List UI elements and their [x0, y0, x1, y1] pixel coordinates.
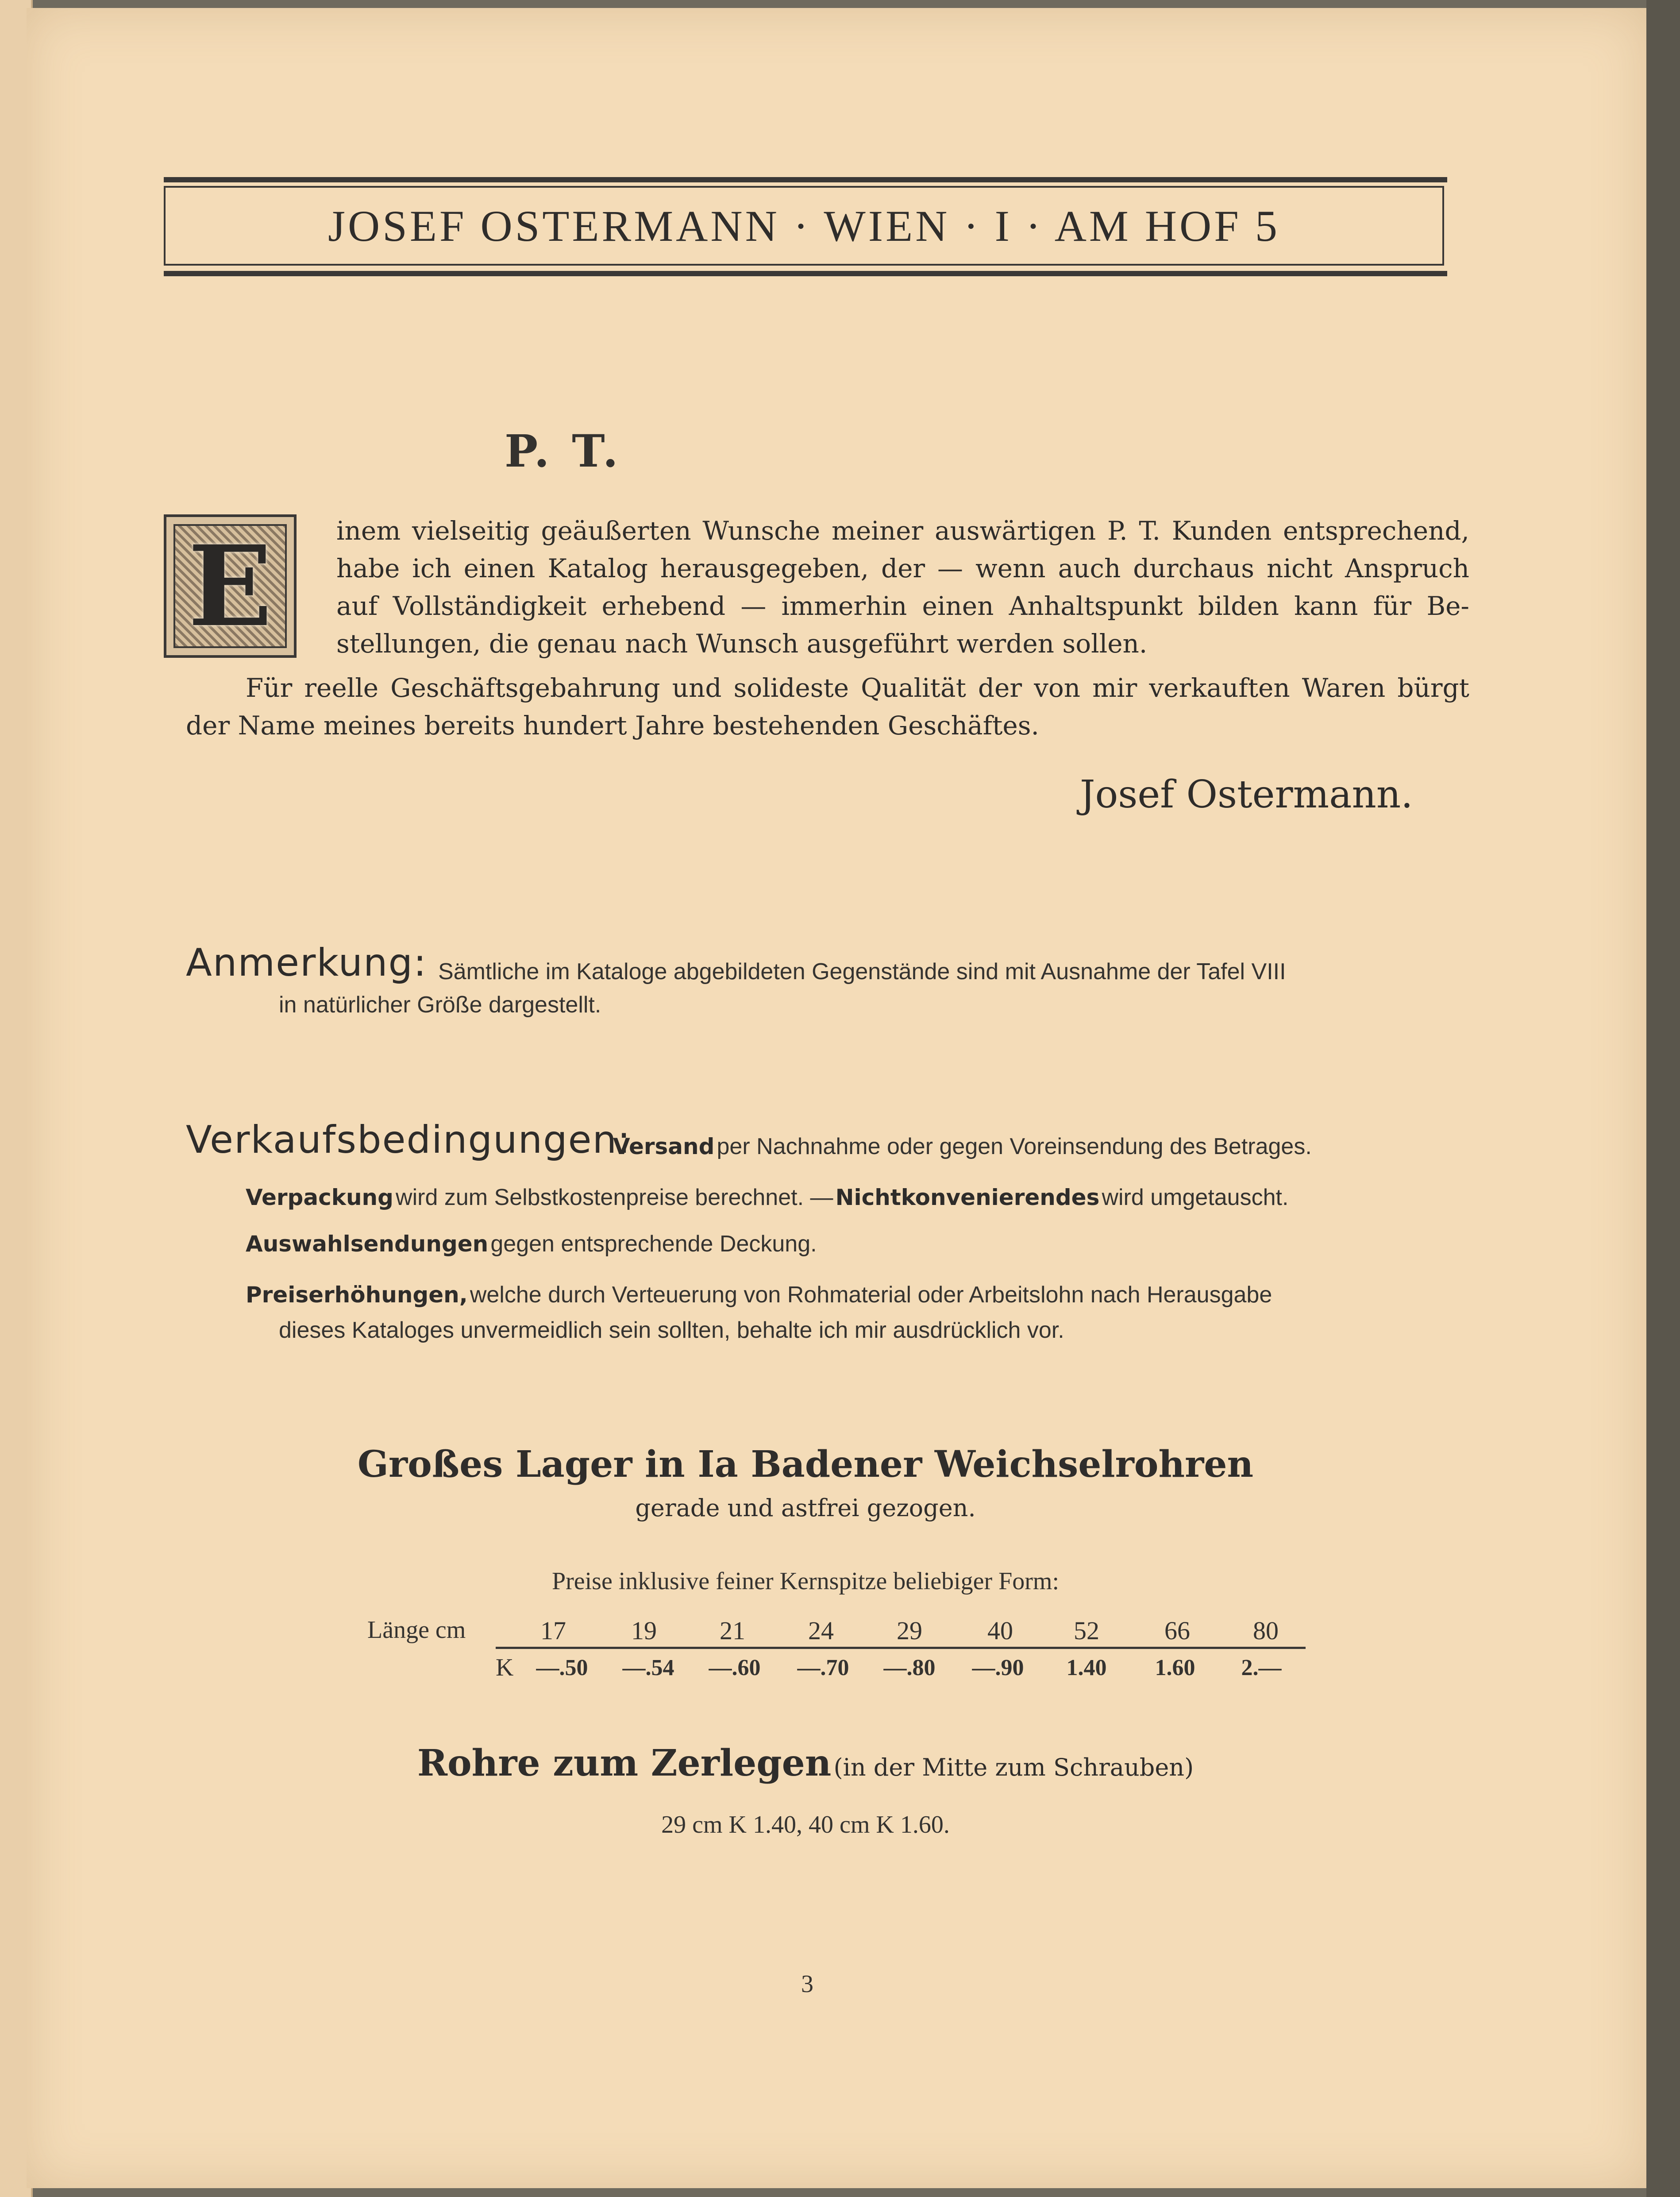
nichtkonvenierendes-text: wird umgetauscht.: [1102, 1185, 1289, 1210]
header-title: JOSEF OSTERMANN · WIEN · I · AM HOF 5: [328, 201, 1280, 251]
note-line-1: Sämtliche im Kataloge abgebildeten Gegenstände sind mit Ausnahme der Tafel VIII: [438, 959, 1286, 985]
rohre-title: Rohre zum Zerlegen: [417, 1742, 832, 1784]
rohre-heading: [164, 1742, 1447, 1784]
ornamental-initial: [164, 514, 297, 658]
length-cell: 80: [1253, 1616, 1279, 1645]
lager-subtitle: gerade und astfrei gezogen.: [635, 1494, 976, 1522]
length-cell: 66: [1164, 1616, 1190, 1645]
intro-line-1: inem vielseitig geäußerten Wunsche meiner auswärtigen P. T. Kunden entsprechend,: [336, 516, 1469, 546]
price-cell: —.70: [797, 1655, 849, 1680]
preis-text-1: welche durch Verteuerung von Rohmaterial oder Arbeitslohn nach Herausgabe: [470, 1282, 1272, 1308]
price-cell: —.80: [883, 1655, 936, 1680]
terms-versand-row: [613, 1133, 1312, 1160]
signature: Josef Ostermann.: [1080, 772, 1413, 817]
scan-background-edge: [1646, 0, 1680, 2197]
intro-line-3: auf Vollständigkeit erhebend — immerhin einen Anhaltspunkt bilden kann für Be-: [336, 591, 1469, 621]
salutation: P. T.: [505, 425, 622, 477]
length-cell: 40: [987, 1616, 1013, 1645]
nichtkonvenierendes-term: Nichtkonvenierendes: [835, 1185, 1100, 1210]
header-top-rule: [164, 177, 1447, 182]
table-rule: [496, 1647, 1306, 1649]
note-line-2: in natürlicher Größe dargestellt.: [279, 992, 601, 1018]
terms-label: Verkaufsbedingungen:: [186, 1118, 632, 1162]
price-cell: —.54: [622, 1655, 674, 1680]
price-cell: 1.40: [1066, 1655, 1107, 1680]
length-cell: 24: [808, 1616, 834, 1645]
terms-verpackung-row: [246, 1184, 1288, 1211]
length-label: Länge cm: [367, 1616, 466, 1644]
length-cell: 52: [1074, 1616, 1099, 1645]
second-para-line-2: der Name meines bereits hundert Jahre bestehenden Geschäftes.: [186, 710, 1039, 741]
second-para-line-1: Für reelle Geschäftsgebahrung und solideste Qualität der von mir verkauften Waren bürgt: [246, 673, 1469, 703]
price-cell: —.50: [536, 1655, 588, 1680]
price-cell: —.90: [972, 1655, 1024, 1680]
length-cell: 29: [897, 1616, 922, 1645]
auswahl-text: gegen entsprechende Deckung.: [490, 1231, 817, 1257]
intro-line-4: stellungen, die genau nach Wunsch ausgeführt werden sollen.: [336, 629, 1148, 659]
header-bottom-rule: [164, 271, 1447, 276]
rohre-title-note: (in der Mitte zum Schrauben): [833, 1753, 1194, 1781]
catalog-page: [27, 8, 1646, 2188]
versand-text: per Nachnahme oder gegen Voreinsendung des Betrages.: [717, 1134, 1312, 1159]
price-cell: 2.—: [1241, 1655, 1282, 1680]
length-cell: 17: [540, 1616, 566, 1645]
intro-line-2: habe ich einen Katalog herausgegeben, der — wenn auch durchaus nicht Anspruch: [336, 553, 1469, 583]
rohre-prices: 29 cm K 1.40, 40 cm K 1.60.: [661, 1811, 950, 1838]
preis-term: Preiserhöhungen,: [246, 1282, 468, 1308]
header-box: [164, 186, 1444, 266]
initial-letter: E: [188, 521, 273, 651]
length-cell: 19: [631, 1616, 657, 1645]
price-label: K: [496, 1654, 514, 1681]
auswahl-term: Auswahlsendungen: [246, 1231, 489, 1257]
terms-auswahl-row: [246, 1231, 817, 1257]
price-cell: 1.60: [1155, 1655, 1195, 1680]
page-number: 3: [801, 1970, 813, 1998]
length-cell: 21: [720, 1616, 745, 1645]
price-cell: —.60: [709, 1655, 761, 1680]
note-label: Anmerkung:: [186, 941, 428, 985]
verpackung-term: Verpackung: [246, 1185, 393, 1210]
verpackung-text: wird zum Selbstkostenpreise berechnet. —: [396, 1185, 833, 1210]
preis-text-2: dieses Kataloges unvermeidlich sein sollten, behalte ich mir ausdrücklich vor.: [279, 1317, 1064, 1343]
lager-title: Großes Lager in Ia Badener Weichselrohren: [357, 1443, 1254, 1486]
terms-preis-row: [246, 1282, 1272, 1308]
versand-term: Versand: [613, 1134, 715, 1159]
lager-price-note: Preise inklusive feiner Kernspitze beliebiger Form:: [551, 1568, 1060, 1595]
